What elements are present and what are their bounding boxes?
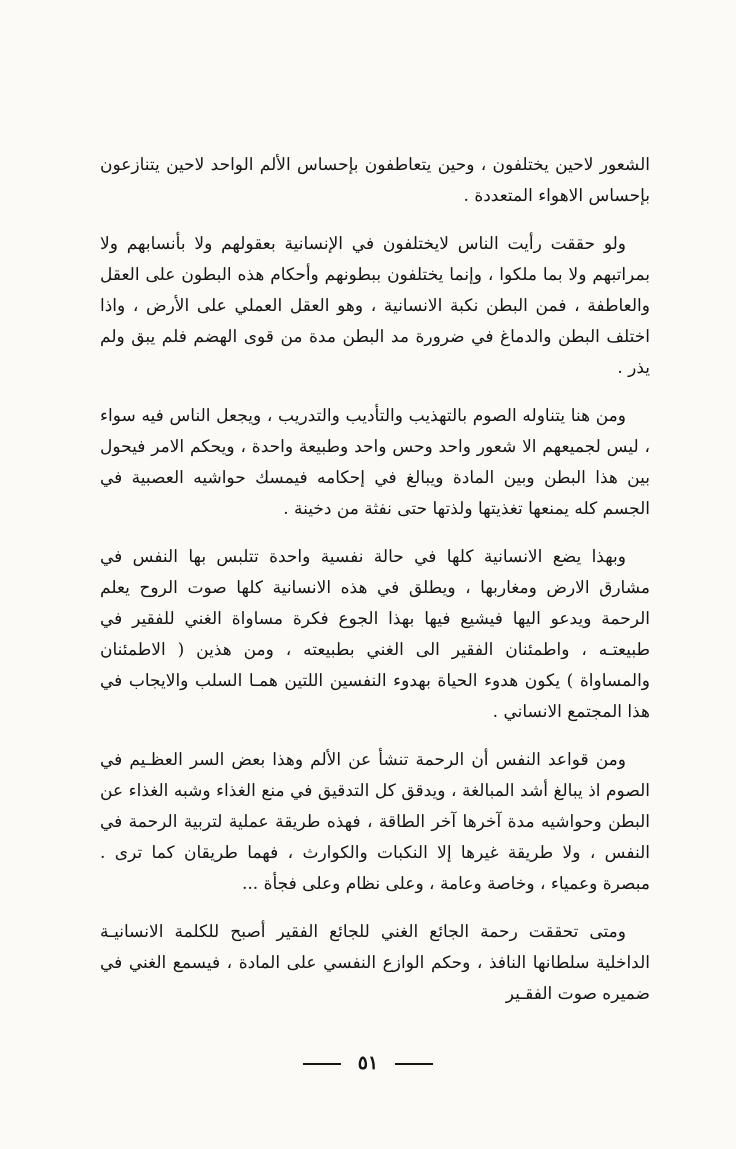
paragraph-3: ومن هنا يتناوله الصوم بالتهذيب والتأديب والتدريب ، ويجعل الناس فيه سواء ، ليس لجميعهم الا شعور واحد وحس واحد وطبيعة واحدة ، ويحكم الامر فيحول بين هذا البطن وبين المادة ويبالغ في إحكامه فيمسك حواشيه العصبية في الجسم كله يمنعها تغذيتها ولذتها حتى نفثة من دخينة . <box>100 406 650 519</box>
body-text <box>100 150 650 1027</box>
footer-dash-right <box>303 1063 341 1065</box>
page-number-footer <box>0 1052 736 1074</box>
paragraph-1: الشعور لاحين يختلفون ، وحين يتعاطفون بإحساس الألم الواحد لاحين يتنازعون بإحساس الاهواء المتعددة . <box>100 155 650 206</box>
page-number: ٥١ <box>357 1052 379 1074</box>
paragraph-6: ومتى تحققت رحمة الجائع الغني للجائع الفقير أصبح للكلمة الانسانيـة الداخلية سلطانها النافذ ، وحكم الوازع النفسي على المادة ، فيسمع الغني في ضميره صوت الفقـير <box>100 922 650 1004</box>
footer-dash-left <box>395 1063 433 1065</box>
paragraph-4: وبهذا يضع الانسانية كلها في حالة نفسية واحدة تتلبس بها النفس في مشارق الارض ومغاربها ، ويطلق في هذه الانسانية كلها صوت الروح يعلم الرحمة ويدعو اليها فيشيع فيها بهذا الجوع فكرة مساواة الغني للفقير في طبيعتـه ، واطمئنان الفقير الى الغني بطبيعته ، ومن هذين ( الاطمئنان والمساواة ) يكون هدوء الحياة بهدوء النفسين اللتين همـا السلب والايجاب في هذا المجتمع الانساني . <box>100 547 650 722</box>
paragraph-2: ولو حققت رأيت الناس لايختلفون في الإنسانية بعقولهم ولا بأنسابهم ولا بمراتبهم ولا بما ملكوا ، وإنما يختلفون ببطونهم وأحكام هذه البطون على العقل والعاطفة ، فمن البطن نكبة الانسانية ، وهو العقل العملي على الأرض ، واذا اختلف البطن والدماغ في ضرورة مد البطن مدة من قوى الهضم فلم يبق ولم يذر . <box>100 234 650 378</box>
paragraph-5: ومن قواعد النفس أن الرحمة تنشأ عن الألم وهذا بعض السر العظـيم في الصوم اذ يبالغ أشد المبالغة ، ويدقق كل التدقيق في منع الغذاء وشبه الغذاء عن البطن وحواشيه مدة آخرها آخر الطاقة ، فهذه طريقة عملية لتربية الرحمة في النفس ، ولا طريقة غيرها إلا النكبات والكوارث ، فهما طريقان كما ترى . مبصرة وعمياء ، وخاصة وعامة ، وعلى نظام وعلى فجأة ... <box>100 750 650 894</box>
